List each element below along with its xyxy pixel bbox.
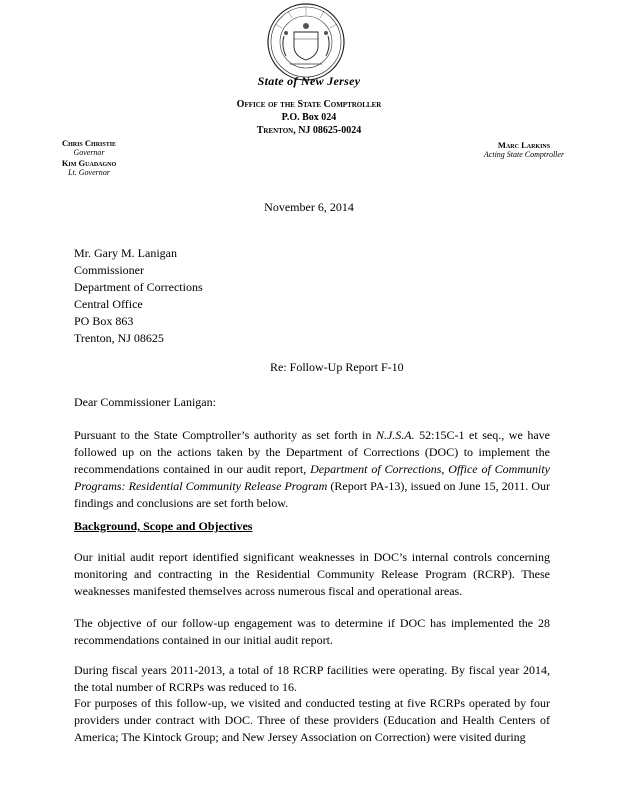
salutation: Dear Commissioner Lanigan: bbox=[74, 395, 216, 409]
letter-date: November 6, 2014 bbox=[264, 200, 354, 214]
state-title: State of New Jersey bbox=[257, 74, 361, 88]
re-line: Re: Follow-Up Report F-10 bbox=[270, 360, 404, 374]
officials-right bbox=[474, 140, 574, 160]
officials-left bbox=[44, 138, 134, 178]
paragraph-testing: For purposes of this follow-up, we visited and conducted testing at five RCRPs operated by four providers under contract with DOC. Three of these providers (Education and Health Centers of America; The Kintock Group; and New Jersey Association on Correction) were visited during bbox=[74, 696, 550, 744]
paragraph-authority bbox=[74, 427, 550, 512]
recipient-address bbox=[74, 245, 203, 347]
comptroller-title: Acting State Comptroller bbox=[483, 150, 565, 159]
report-title: Department of Corrections, Office of Community Programs: Residential Community Release Program bbox=[74, 462, 551, 493]
office-address-block bbox=[0, 98, 618, 137]
state-seal-icon bbox=[266, 2, 346, 82]
paragraph-text: (Report PA-13), issued on June 15, 2011. Our findings and conclusions are set forth below. bbox=[74, 479, 551, 510]
office-city: Trenton, NJ 08625-0024 bbox=[256, 125, 362, 136]
paragraph-background: Our initial audit report identified significant weaknesses in DOC’s internal controls concerning monitoring and contracting in the Residential Community Release Program (RCRP). These weaknesses manifested themselves across numerous fiscal and operational areas. bbox=[74, 550, 550, 598]
office-name: Office of the State Comptroller bbox=[236, 99, 382, 110]
lt-governor-title: Lt. Governor bbox=[68, 168, 110, 177]
governor-name: Chris Christie bbox=[61, 138, 117, 148]
paragraph-objective: The objective of our follow-up engagement was to determine if DOC has implemented the 28 recommendations contained in our initial audit report. bbox=[74, 616, 550, 647]
paragraph-facilities: During fiscal years 2011-2013, a total of 18 RCRP facilities were operating. By fiscal year 2014, the total number of RCRPs was reduced to 16. bbox=[74, 663, 550, 694]
address-line: PO Box 863 bbox=[74, 314, 134, 328]
address-line: Mr. Gary M. Lanigan bbox=[74, 246, 177, 260]
governor-title: Governor bbox=[73, 148, 105, 157]
paragraph-text: Pursuant to the State Comptroller’s authority as set forth in bbox=[74, 428, 376, 442]
comptroller-name: Marc Larkins bbox=[497, 140, 551, 150]
paragraph-text: 52:15C-1 et seq., we have followed up on the actions taken by the Department of Corrections (DOC) to implement the recommendations contained in our audit report, bbox=[74, 428, 551, 476]
section-heading: Background, Scope and Objectives bbox=[74, 519, 253, 533]
address-line: Commissioner bbox=[74, 263, 145, 277]
office-po-box: P.O. Box 024 bbox=[281, 112, 337, 123]
address-line: Trenton, NJ 08625 bbox=[74, 331, 164, 345]
address-line: Department of Corrections bbox=[74, 280, 203, 294]
lt-governor-name: Kim Guadagno bbox=[61, 158, 117, 168]
address-line: Central Office bbox=[74, 297, 143, 311]
statute-citation: N.J.S.A. bbox=[375, 428, 415, 442]
